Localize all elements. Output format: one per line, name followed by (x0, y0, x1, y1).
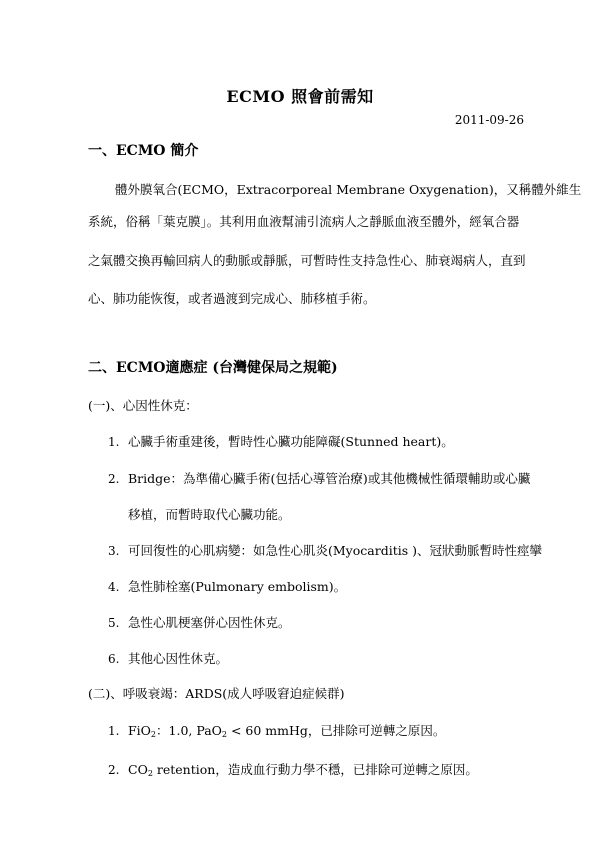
section-heading-indications: 二、ECMO適應症 (台灣健保局之規範) (88, 360, 338, 376)
list-text: 急性心肌梗塞併心因性休克。 (128, 615, 291, 630)
subsection-heading-respiratory-failure: (二)、呼吸衰竭：ARDS(成人呼吸窘迫症候群) (88, 686, 345, 701)
paragraph-line: 之氣體交換再輸回病人的動脈或靜脈，可暫時性支持急性心、肺衰竭病人，直到 (88, 253, 526, 268)
list-item (108, 760, 478, 778)
list-text: 心臟手術重建後，暫時性心臟功能障礙(Stunned heart)。 (128, 434, 454, 449)
fio2-label: FiO (128, 723, 151, 738)
list-text: ：1.0, PaO (156, 723, 222, 738)
list-number: 5. (108, 616, 120, 630)
list-item (108, 649, 228, 667)
list-number: 2. (108, 472, 120, 486)
list-text: 其他心因性休克。 (128, 651, 229, 666)
paragraph-line: 系統，俗稱「葉克膜」。其利用血液幫浦引流病人之靜脈血液至體外，經氧合器 (88, 214, 520, 229)
list-item (108, 721, 445, 739)
list-item (108, 469, 530, 487)
list-number: 1. (108, 435, 120, 449)
subscript: 2 (147, 769, 153, 778)
subsection-heading-cardiogenic-shock: (一)、心因性休克： (88, 398, 198, 413)
list-number: 6. (108, 652, 120, 666)
list-item (108, 613, 291, 631)
list-text: 急性肺栓塞(Pulmonary embolism)。 (128, 579, 347, 594)
section-heading-intro: 一、ECMO 簡介 (88, 143, 199, 159)
list-item (108, 432, 454, 450)
list-item (108, 541, 542, 559)
list-number: 2. (108, 763, 120, 777)
paragraph-line: 心、肺功能恢復，或者過渡到完成心、肺移植手術。 (88, 291, 376, 306)
list-number: 1. (108, 724, 120, 738)
list-text: 可回復性的心肌病變：如急性心肌炎(Myocarditis )、冠狀動脈暫時性痙攣 (128, 543, 542, 558)
list-text: Bridge：為準備心臟手術(包括心導管治療)或其他機械性循環輔助或心臟 (128, 471, 531, 486)
list-number: 4. (108, 580, 120, 594)
list-text: retention，造成血行動力學不穩，已排除可逆轉之原因。 (152, 762, 478, 777)
document-date: 2011-09-26 (454, 113, 524, 127)
document-title: ECMO 照會前需知 (226, 87, 374, 106)
subscript: 2 (150, 730, 157, 739)
list-item (108, 577, 346, 595)
paragraph-line: 體外膜氧合(ECMO，Extracorporeal Membrane Oxygenation)，又稱體外維生 (115, 182, 582, 197)
subscript: 2 (221, 730, 227, 739)
list-text: < 60 mmHg，已排除可逆轉之原因。 (227, 723, 446, 738)
co2-label: CO (128, 762, 148, 777)
list-number: 3. (108, 544, 120, 558)
list-item-continuation: 移植，而暫時取代心臟功能。 (128, 507, 291, 522)
